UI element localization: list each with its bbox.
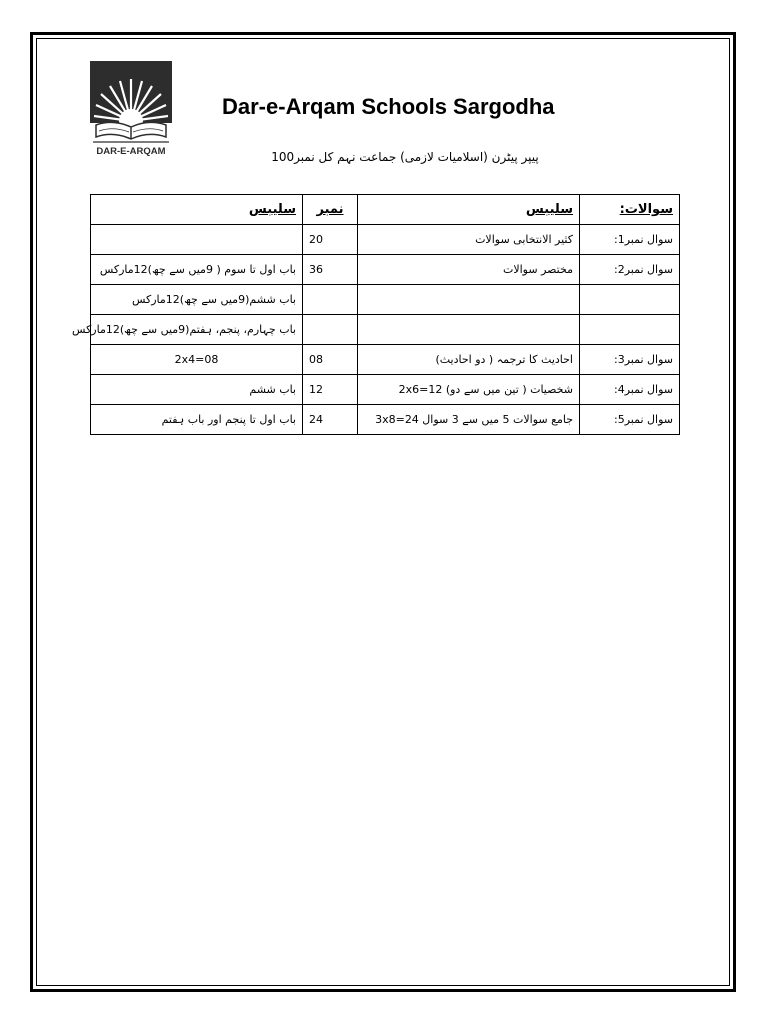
syllabus-table [72, 194, 680, 435]
row-6-marks: 12 [303, 375, 358, 405]
page-border-inner [36, 38, 730, 986]
row-7-description: جامع سوالات 5 میں سے 3 سوال 24=3x8 [358, 405, 580, 435]
row-5-chapters: 2x4=08 [91, 345, 303, 375]
row-5-question: سوال نمبر3: [580, 345, 680, 375]
row-5-description: احادیث کا ترجمہ ( دو احادیث) [358, 345, 580, 375]
row-4-chapters: باب چہارم، پنجم، ہفتم(9میں سے چھ)12مارکس [91, 315, 303, 345]
row-1-question: سوال نمبر1: [580, 225, 680, 255]
row-6-description: شخصیات ( تین میں سے دو) 2x6=12 [358, 375, 580, 405]
row-7-chapters: باب اول تا پنجم اور باب ہفتم [91, 405, 303, 435]
row-4-description [358, 315, 580, 345]
row-6-chapters: باب ششم [91, 375, 303, 405]
table-header-row [91, 195, 680, 225]
table-row [91, 345, 680, 375]
page-title: Dar-e-Arqam Schools Sargodha [222, 94, 555, 119]
row-3-marks [303, 285, 358, 315]
row-5-marks: 08 [303, 345, 358, 375]
table-row [91, 405, 680, 435]
row-1-chapters [91, 225, 303, 255]
header-syllabus-right: سلیبس [358, 195, 580, 225]
row-3-chapters: باب ششم(9میں سے چھ)12مارکس [91, 285, 303, 315]
row-7-marks: 24 [303, 405, 358, 435]
row-1-description: کثیر الانتخابی سوالات [358, 225, 580, 255]
table-row [91, 375, 680, 405]
row-2-marks: 36 [303, 255, 358, 285]
header-syllabus-left: سلیبس [91, 195, 303, 225]
table-row [91, 225, 680, 255]
header-questions: سوالات: [580, 195, 680, 225]
row-1-marks: 20 [303, 225, 358, 255]
table-row [91, 255, 680, 285]
row-3-question [580, 285, 680, 315]
row-2-question: سوال نمبر2: [580, 255, 680, 285]
row-2-description: مختصر سوالات [358, 255, 580, 285]
page-subtitle: پیپر پیٹرن (اسلامیات لازمی) جماعت نہم کل نمبر100 [271, 150, 539, 164]
school-logo [90, 61, 172, 159]
row-3-description [358, 285, 580, 315]
logo-text: DAR-E-ARQAM [96, 146, 166, 157]
row-4-question [580, 315, 680, 345]
row-7-question: سوال نمبر5: [580, 405, 680, 435]
table-row [91, 315, 680, 345]
table-row [91, 285, 680, 315]
row-2-chapters: باب اول تا سوم ( 9میں سے چھ)12مارکس [91, 255, 303, 285]
row-4-marks [303, 315, 358, 345]
row-6-question: سوال نمبر4: [580, 375, 680, 405]
header-marks: نمبر [303, 195, 358, 225]
